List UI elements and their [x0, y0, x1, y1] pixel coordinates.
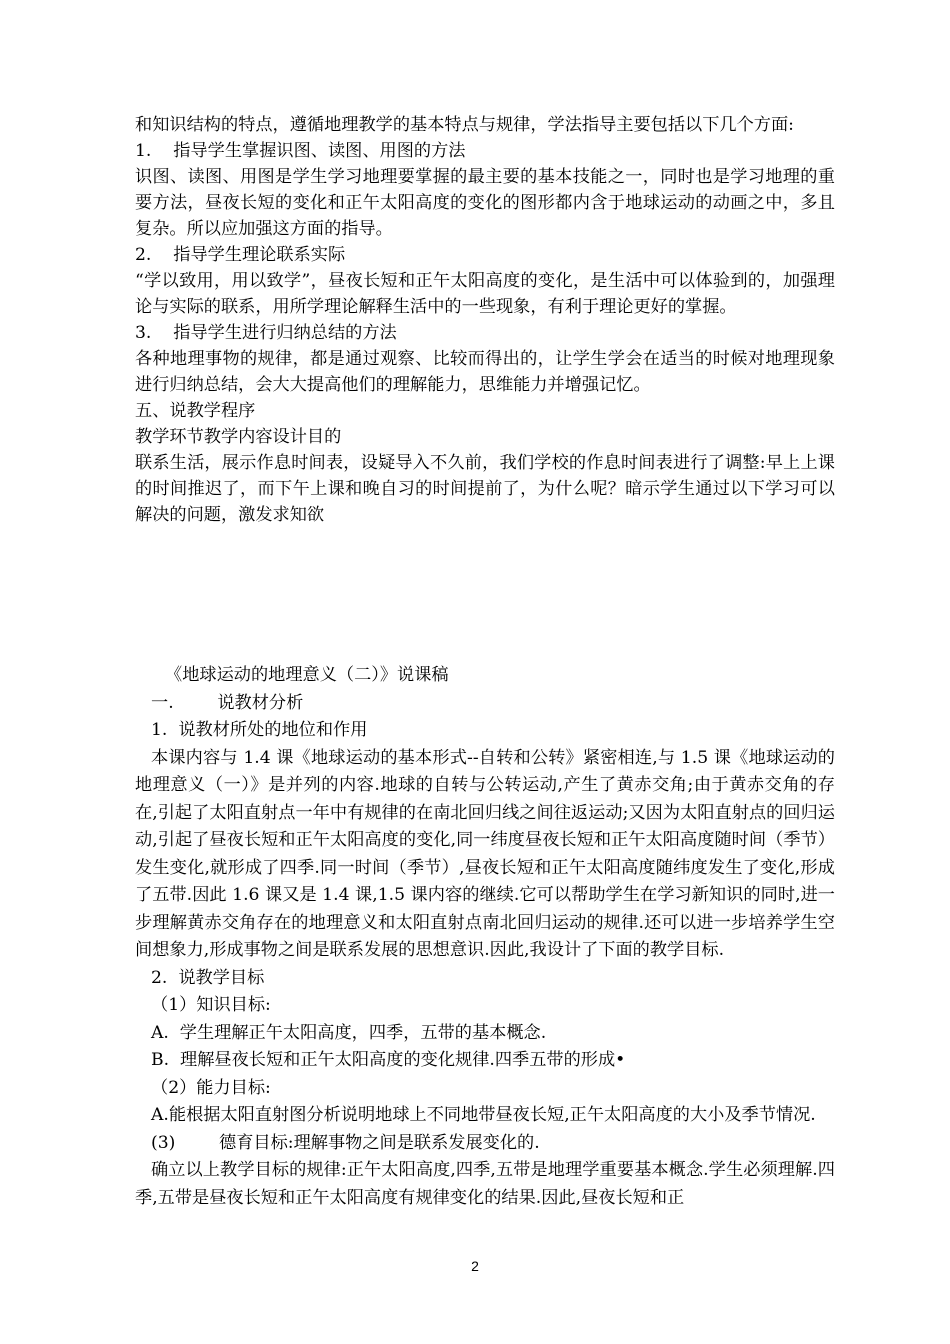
paragraph: 联系生活，展示作息时间表，设疑导入不久前，我们学校的作息时间表进行了调整:早上上课的时间推迟了，而下午上课和晚自习的时间提前了，为什么呢？暗示学生通过以下学习可以解决的问题，激发求知欲 — [135, 453, 835, 525]
goal-ability-heading: （2）能力目标: — [151, 1077, 271, 1098]
paragraph-text: A.能根据太阳直射图分析说明地球上不同地带昼夜长短,正午太阳高度的大小及季节情况. — [151, 1105, 816, 1125]
list-heading-2: 2. 指导学生理论联系实际 — [135, 245, 346, 265]
goal-knowledge-a: A. 学生理解正午太阳高度，四季，五带的基本概念. — [151, 1022, 547, 1043]
section-lecture-draft — [135, 662, 835, 1212]
list-heading-1: 1. 指导学生掌握识图、读图、用图的方法 — [135, 141, 466, 161]
paragraph: “学以致用，用以致学”，昼夜长短和正午太阳高度的变化，是生活中可以体验到的，加强理论与实际的联系，用所学理论解释生活中的一些现象，有利于理论更好的掌握。 — [135, 271, 835, 317]
list-heading-3: 3. 指导学生进行归纳总结的方法 — [135, 323, 397, 343]
heading-textbook-analysis: 一. 说教材分析 — [151, 692, 304, 713]
paragraph-text: 确立以上教学目标的规律:正午太阳高度,四季,五带是地理学重要基本概念.学生必须理解.四季,五带是昼夜长短和正午太阳高度有规律变化的结果.因此,昼夜长短和正 — [135, 1160, 835, 1208]
goal-knowledge-b: B. 理解昼夜长短和正午太阳高度的变化规律.四季五带的形成• — [151, 1050, 626, 1070]
table-header-text: 教学环节教学内容设计目的 — [135, 427, 342, 447]
paragraph-goals-rationale — [135, 1157, 835, 1212]
goal-knowledge-heading: （1）知识目标: — [151, 995, 271, 1015]
paragraph-textbook — [135, 745, 835, 965]
subheading-teaching-goals: 2. 说教学目标 — [151, 967, 265, 988]
section-heading: 五、说教学程序 — [135, 401, 256, 421]
document-title: 《地球运动的地理意义（二）》说课稿 — [165, 665, 449, 685]
paragraph-text: 本课内容与 1.4 课《地球运动的基本形式--自转和公转》紧密相连,与 1.5 课《地球运动的地理意义（一）》是并列的内容.地球的自转与公转运动,产生了黄赤交角;由于黄赤交角的存在,引起了太阳直射点一年中有规律的在南北回归线之间往返运动;又因为太阳直射点的回归运动,引起了昼夜长短和正午太阳高度的变化,同一纬度昼夜长短和正午太阳高度随时间（季节）发生变化,就形成了四季.同一时间（季节）,昼夜长短和正午太阳高度随纬度发生了变化,形成了五带.因此 1.6 课又是 1.4 课,1.5 课内容的继续.它可以帮助学生在学习新知识的同时,进一步理解黄赤交角存在的地理意义和太阳直射点南北回归运动的规律.还可以进一步培养学生空间想象力,形成事物之间是联系发展的思想意识.因此,我设计了下面的教学目标. — [135, 747, 835, 960]
paragraph: 识图、读图、用图是学生学习地理要掌握的最主要的基本技能之一，同时也是学习地理的重要方法，昼夜长短的变化和正午太阳高度的变化的图形都内含于地球运动的动画之中，多且复杂。所以应加强这方面的指导。 — [135, 167, 835, 239]
page-number: 2 — [471, 1258, 479, 1274]
goal-ability-a — [135, 1102, 835, 1130]
subheading-status-role: 1. 说教材所处的地位和作用 — [151, 720, 368, 740]
paragraph: 各种地理事物的规律，都是通过观察、比较而得出的，让学生学会在适当的时候对地理现象进行归纳总结，会大大提高他们的理解能力，思维能力并增强记忆。 — [135, 349, 835, 395]
goal-moral: (3) 德育目标:理解事物之间是联系发展变化的. — [151, 1132, 540, 1153]
section-learning-methods — [135, 112, 835, 528]
paragraph: 和知识结构的特点，遵循地理教学的基本特点与规律，学法指导主要包括以下几个方面: — [135, 115, 794, 135]
